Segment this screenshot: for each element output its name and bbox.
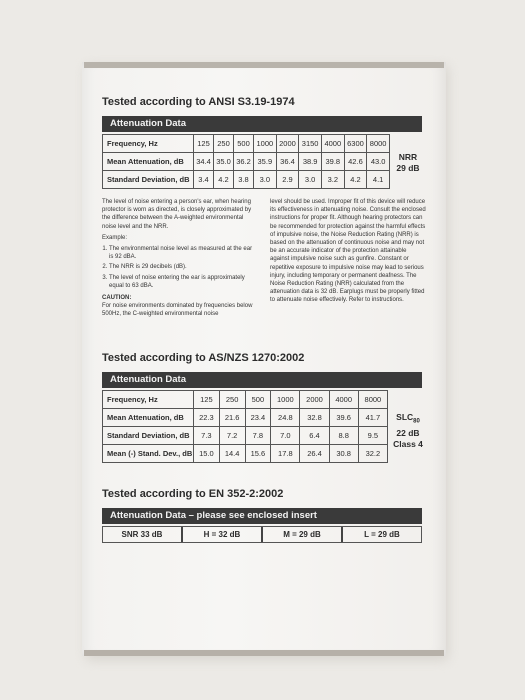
table-cell: 3.8 [234, 171, 254, 189]
row-label: Frequency, Hz [103, 135, 194, 153]
table-cell: 7.2 [219, 427, 245, 445]
table-cell: 3.4 [194, 171, 214, 189]
table-cell: 6.4 [300, 427, 329, 445]
table-cell: 39.8 [321, 153, 344, 171]
paragraph: level should be used. Improper fit of this device will reduce its effectiveness in attenuating noise. Consult the enclosed instructions for proper fit. Although hearing protectors can be recommended for protection against the harmful effects of impulsive noise, the Noise Reduction Rating (NRR) is based on the attenuation of continuous noise and may not be an accurate indicator of the protection attainable against impulsive noise such as gunfire. Constant or repetitive exposure to impulsive noise may lead to serious injury, including temporary or permanent deafness. The Noise Reduction Rating (NRR) calculated from the attenuation data is 32 dB. Earplugs must be properly fitted to attenuate noise effectively. Refer to instructions. [270, 199, 426, 304]
caution-label: CAUTION: [102, 295, 132, 302]
m-value: M = 29 dB [263, 527, 343, 542]
list-item: 3. The level of noise entering the ear is approximately equal to 63 dBA. [109, 274, 254, 290]
table-row [103, 409, 388, 427]
table-cell: 1000 [254, 135, 277, 153]
table-cell: 15.0 [194, 445, 220, 463]
row-label: Standard Deviation, dB [103, 427, 194, 445]
table-cell: 8000 [358, 391, 387, 409]
table-cell: 6300 [344, 135, 367, 153]
paragraph: For noise environments dominated by frequencies below 500Hz, the C-weighted environmental noise [102, 303, 253, 318]
table-cell: 1000 [271, 391, 300, 409]
warning-text-right [270, 198, 426, 308]
table-cell: 41.7 [358, 409, 387, 427]
table-cell: 3.0 [299, 171, 322, 189]
row-label: Mean Attenuation, dB [103, 409, 194, 427]
list-item: 2. The NRR is 29 decibels (dB). [109, 263, 254, 271]
paragraph: The level of noise entering a person's ear, when hearing protector is worn as directed, is closely approximated by the difference between the A-weighted environmental noise level and the NRR. [102, 199, 252, 230]
table-row [103, 171, 390, 189]
box-bottom-edge [84, 650, 444, 656]
table-cell: 32.2 [358, 445, 387, 463]
table-cell: 21.6 [219, 409, 245, 427]
l-value: L = 29 dB [364, 530, 400, 539]
row-label: Frequency, Hz [103, 391, 194, 409]
asnzs-attenuation-bar: Attenuation Data [102, 372, 422, 388]
ansi-table [102, 134, 390, 189]
table-cell: 32.8 [300, 409, 329, 427]
warning-text-left [102, 198, 254, 322]
table-cell: 24.8 [271, 409, 300, 427]
table-row [103, 391, 388, 409]
h-value: H = 32 dB [183, 527, 263, 542]
table-cell: 4000 [329, 391, 358, 409]
example-list [102, 245, 254, 290]
table-cell: 26.4 [300, 445, 329, 463]
row-label: Mean (-) Stand. Dev., dB [103, 445, 194, 463]
table-cell: 42.6 [344, 153, 367, 171]
en-attenuation-bar: Attenuation Data – please see enclosed insert [102, 508, 422, 524]
table-cell: 35.0 [214, 153, 234, 171]
table-cell: 3150 [299, 135, 322, 153]
en-values-row [102, 526, 422, 543]
table-cell: 4.1 [367, 171, 390, 189]
table-cell: 250 [214, 135, 234, 153]
table-cell: 7.8 [245, 427, 271, 445]
table-cell: 17.8 [271, 445, 300, 463]
table-cell: 30.8 [329, 445, 358, 463]
table-cell: 15.6 [245, 445, 271, 463]
asnzs-heading: Tested according to AS/NZS 1270:2002 [102, 352, 305, 364]
table-cell: 500 [245, 391, 271, 409]
table-cell: 34.4 [194, 153, 214, 171]
example-label: Example: [102, 234, 128, 241]
table-row [103, 135, 390, 153]
table-cell: 8000 [367, 135, 390, 153]
table-cell: 38.9 [299, 153, 322, 171]
nrr-rating [392, 152, 424, 174]
table-row [103, 445, 388, 463]
slc-label [390, 412, 426, 428]
nrr-value: 29 dB [396, 163, 420, 173]
asnzs-table [102, 390, 388, 463]
table-cell: 36.2 [234, 153, 254, 171]
table-cell: 4.2 [214, 171, 234, 189]
table-cell: 14.4 [219, 445, 245, 463]
table-cell: 8.8 [329, 427, 358, 445]
table-cell: 125 [194, 135, 214, 153]
table-cell: 9.5 [358, 427, 387, 445]
table-row [103, 427, 388, 445]
table-cell: 7.0 [271, 427, 300, 445]
table-cell: 4000 [321, 135, 344, 153]
table-cell: 39.6 [329, 409, 358, 427]
table-cell: 4.2 [344, 171, 367, 189]
table-cell: 125 [194, 391, 220, 409]
list-item: 1. The environmental noise level as measured at the ear is 92 dBA. [109, 245, 254, 261]
slc-subscript: 80 [413, 418, 420, 425]
table-cell: 36.4 [276, 153, 299, 171]
table-cell: 35.9 [254, 153, 277, 171]
table-row [103, 153, 390, 171]
slc-class: Class 4 [393, 438, 423, 449]
table-cell: 3.2 [321, 171, 344, 189]
slc-value: 22 dB [396, 427, 420, 438]
row-label: Standard Deviation, dB [103, 171, 194, 189]
en-heading: Tested according to EN 352-2:2002 [102, 488, 284, 500]
nrr-label: NRR [398, 152, 418, 162]
row-label: Mean Attenuation, dB [103, 153, 194, 171]
snr-value: SNR 33 dB [103, 527, 183, 542]
ansi-heading: Tested according to ANSI S3.19-1974 [102, 96, 295, 108]
table-cell: 22.3 [194, 409, 220, 427]
table-cell: 2000 [276, 135, 299, 153]
table-cell: 2.9 [276, 171, 299, 189]
slc-rating [390, 412, 426, 450]
table-cell: 250 [219, 391, 245, 409]
table-cell: 3.0 [254, 171, 277, 189]
table-cell: 500 [234, 135, 254, 153]
slc-text: SLC [396, 412, 414, 422]
table-cell: 23.4 [245, 409, 271, 427]
box-top-edge [84, 62, 444, 68]
table-cell: 43.0 [367, 153, 390, 171]
table-cell: 7.3 [194, 427, 220, 445]
ansi-attenuation-bar: Attenuation Data [102, 116, 422, 132]
table-cell: 2000 [300, 391, 329, 409]
